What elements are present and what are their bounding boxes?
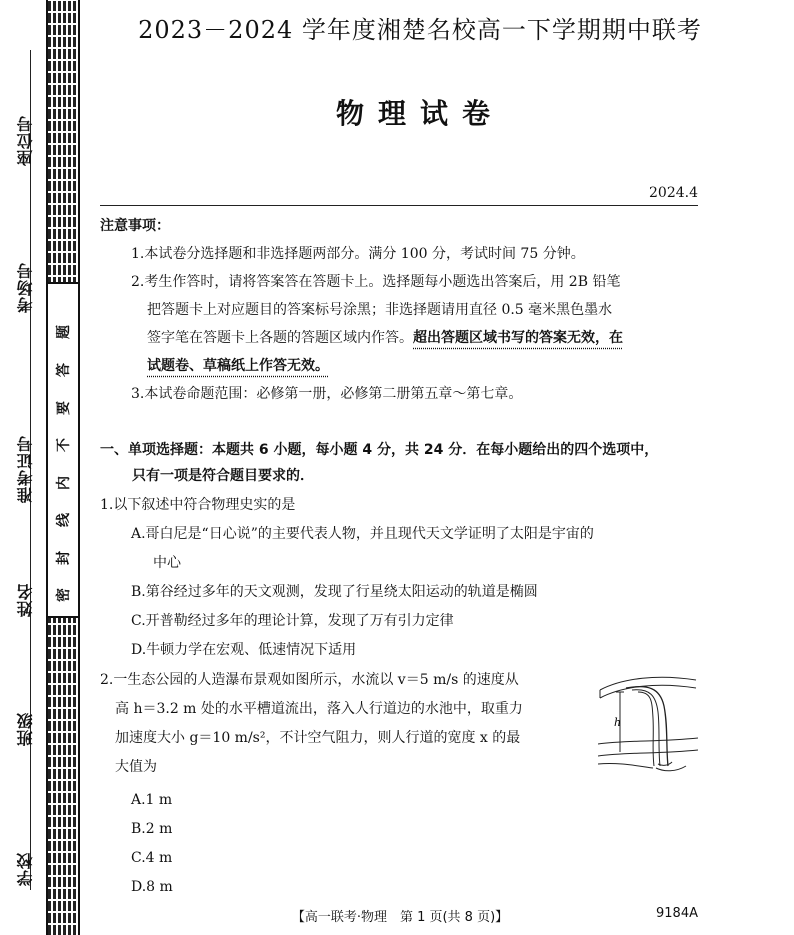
margin-warning-char: 线 — [56, 513, 72, 527]
question-2-line-3: 加速度大小 g＝10 m/s²，不计空气阻力，则人行道的宽度 x 的最 — [115, 730, 521, 746]
margin-warning-char: 题 — [56, 325, 72, 339]
notes-item-2-line-1: 2.考生作答时，请将答案答在答题卡上。选择题每小题选出答案后，用 2B 铅笔 — [131, 274, 621, 290]
question-2-option-c: C.4 m — [131, 850, 173, 866]
margin-warning-char: 要 — [56, 401, 72, 415]
question-2-line-2: 高 h＝3.2 m 处的水平槽道流出，落入人行道边的水池中，取重力 — [115, 701, 523, 717]
section-heading-line-2: 只有一项是符合题目要求的． — [132, 468, 314, 484]
notes-item-2-line-4: 试题卷、草稿纸上作答无效。 — [147, 358, 329, 374]
question-2-option-b: B.2 m — [131, 821, 173, 837]
notes-item-3: 3.本试卷命题范围：必修第一册，必修第二册第五章～第七章。 — [131, 386, 523, 402]
exam-room-label: 考场号 — [16, 262, 35, 313]
margin-warning-char: 不 — [56, 438, 72, 452]
question-2-line-4: 大值为 — [115, 759, 157, 775]
exam-subject-title: 物理试卷 — [335, 97, 504, 130]
question-1-stem: 1.以下叙述中符合物理史实的是 — [100, 497, 296, 513]
admission-number-label: 准考证号 — [16, 435, 35, 503]
school-label: 学校 — [16, 852, 35, 886]
question-1-option-a-line-2: 中心 — [153, 555, 181, 571]
class-label: 班级 — [16, 712, 35, 746]
notes-heading: 注意事项： — [100, 218, 170, 234]
exam-title: 2023－2024 学年度湘楚名校高一下学期期中联考 — [138, 16, 702, 44]
page-footer: 【高一联考·物理 第 1 页(共 8 页)】 — [291, 910, 509, 925]
waterfall-diagram — [598, 668, 698, 780]
seat-number-label: 座位号 — [16, 115, 35, 166]
question-1-option-a-line-1: A.哥白尼是“日心说”的主要代表人物，并且现代天文学证明了太阳是宇宙的 — [131, 526, 594, 542]
margin-warning-char: 密 — [56, 588, 72, 602]
figure-label-h: h — [614, 716, 622, 729]
question-1-option-d: D.牛顿力学在宏观、低速情况下适用 — [131, 642, 357, 658]
margin-warning-char: 答 — [56, 363, 72, 377]
question-1-option-b: B.第谷经过多年的天文观测，发现了行星绕太阳运动的轨道是椭圆 — [131, 584, 538, 600]
question-2-option-a: A.1 m — [131, 792, 173, 808]
header-rule — [100, 205, 698, 206]
notes-item-2-plain-text: 签字笔在答题卡上各题的答题区域内作答。 — [147, 330, 413, 346]
notes-item-1: 1.本试卷分选择题和非选择题两部分。满分 100 分，考试时间 75 分钟。 — [131, 246, 585, 262]
notes-item-2-line-2: 把答题卡上对应题目的答案标号涂黑；非选择题请用直径 0.5 毫米黑色墨水 — [147, 302, 613, 318]
question-2-option-d: D.8 m — [131, 879, 173, 895]
question-2-line-1: 2.一生态公园的人造瀑布景观如图所示，水流以 v＝5 m/s 的速度从 — [100, 672, 519, 688]
margin-warning-char: 内 — [56, 476, 72, 490]
question-1-option-c: C.开普勒经过多年的理论计算，发现了万有引力定律 — [131, 613, 454, 629]
notes-item-2-line-3 — [147, 328, 623, 348]
paper-code: 9184A — [656, 906, 698, 921]
notes-item-2-emphasis: 超出答题区域书写的答案无效，在 — [413, 330, 623, 346]
margin-warning-char: 封 — [56, 551, 72, 565]
exam-date: 2024.4 — [649, 185, 698, 201]
section-heading-line-1: 一、单项选择题：本题共 6 小题，每小题 4 分，共 24 分．在每小题给出的四个选项中， — [100, 442, 659, 458]
name-label: 姓名 — [16, 583, 35, 617]
